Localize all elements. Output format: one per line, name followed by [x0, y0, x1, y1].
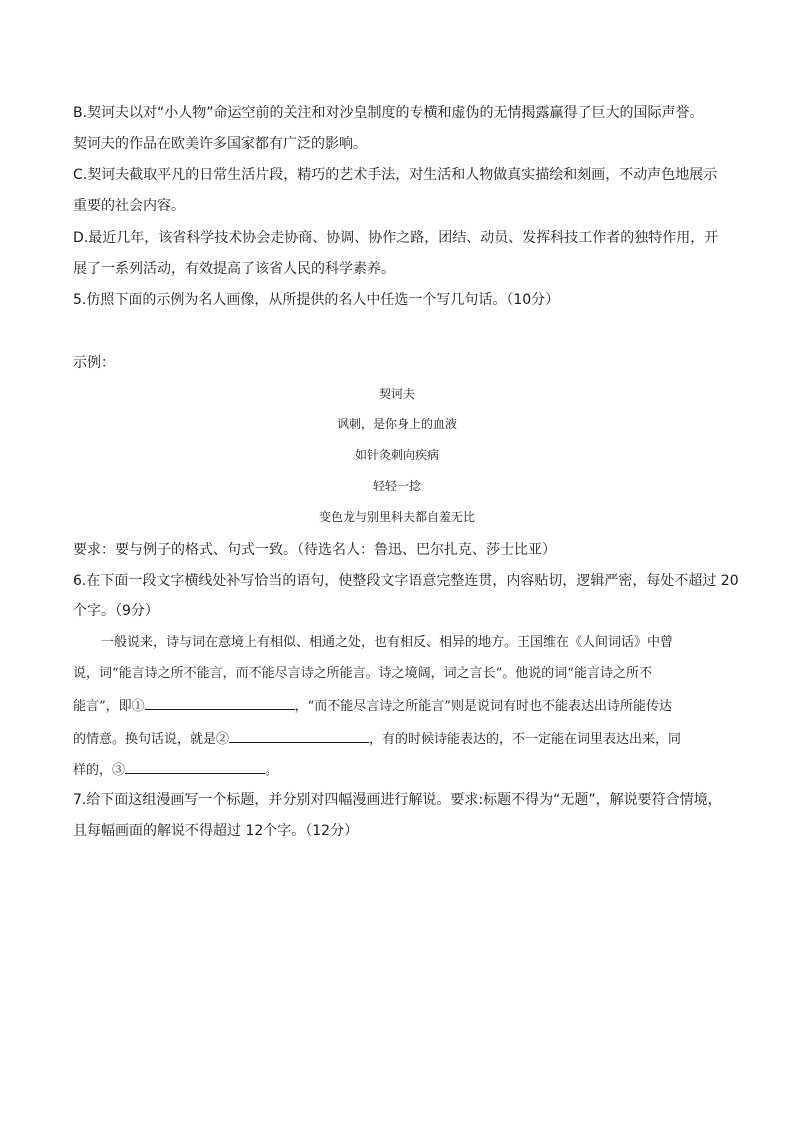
poem-line-2: 如针灸刺向疾病: [354, 448, 439, 462]
option-c-line-1: C.契诃夫截取平凡的日常生活片段，精巧的艺术手法，对生活和人物做真实描绘和刻画，不动声色地展示: [73, 167, 718, 183]
option-d-line-2: 展了一系列活动，有效提高了该省人民的科学素养。: [73, 261, 395, 277]
question-7-prompt-line-1: 7.给下面这组漫画写一个标题，并分别对四幅漫画进行解说。要求:标题不得为“无题”，解说要符合情境，: [73, 792, 722, 808]
question-6-prompt-line-2: 个字。（9分）: [73, 603, 159, 619]
passage-line-3: [73, 695, 723, 717]
passage-line-2: 说，词“能言诗之所不能言，而不能尽言诗之所能言。诗之境阔，词之言长”。他说的词“能言诗之所不: [73, 666, 652, 681]
answer-blank-1[interactable]: [145, 695, 295, 710]
passage-line-1: 一般说来，诗与词在意境上有相似、相通之处，也有相反、相异的地方。王国维在《人间词话》中曾: [101, 635, 674, 650]
passage-line-5-end: 。: [265, 763, 279, 778]
option-c-line-2: 重要的社会内容。: [73, 198, 185, 214]
passage-line-5: [73, 759, 723, 781]
passage-line-5-start: 样的，③: [73, 763, 126, 778]
answer-blank-2[interactable]: [229, 728, 369, 743]
question-5-requirement: 要求：要与例子的格式、句式一致。（待选名人：鲁迅、巴尔扎克、莎士比亚）: [73, 542, 556, 558]
example-label: 示例：: [73, 355, 115, 371]
passage-line-3-end: ，“而不能尽言诗之所能言”则是说词有时也不能表达出诗所能传达: [294, 699, 672, 714]
answer-blank-3[interactable]: [125, 759, 265, 774]
question-7-prompt-line-2: 且每幅画面的解说不得超过 12个字。（12分）: [73, 823, 359, 839]
question-5-prompt: 5.仿照下面的示例为名人画像，从所提供的名人中任选一个写几句话。（10分）: [73, 292, 560, 308]
poem-title: 契诃夫: [378, 387, 415, 401]
poem-line-4: 变色龙与别里科夫都自羞无比: [318, 510, 475, 524]
passage-line-4-start: 的情意。换句话说，就是②: [73, 732, 230, 747]
option-b-line-1: B.契诃夫以对“小人物”命运空前的关注和对沙皇制度的专横和虚伪的无情揭露赢得了巨大的国际声誉。: [73, 105, 704, 121]
option-d-line-1: D.最近几年，该省科学技术协会走协商、协调、协作之路，团结、动员、发挥科技工作者的独特作用，开: [73, 230, 719, 246]
poem-line-1: 讽刺，是你身上的血液: [336, 417, 457, 431]
passage-line-4: [73, 728, 723, 750]
option-b-line-2: 契诃夫的作品在欧美许多国家都有广泛的影响。: [73, 136, 367, 152]
poem-line-3: 轻轻一捻: [372, 479, 421, 493]
passage-line-3-start: 能言”，即①: [73, 699, 145, 714]
passage-line-4-end: ，有的时候诗能表达的，不一定能在词里表达出来，同: [369, 732, 682, 747]
question-6-prompt-line-1: 6.在下面一段文字横线处补写恰当的语句，使整段文字语意完整连贯，内容贴切，逻辑严密，每处不超过 20: [73, 573, 739, 589]
